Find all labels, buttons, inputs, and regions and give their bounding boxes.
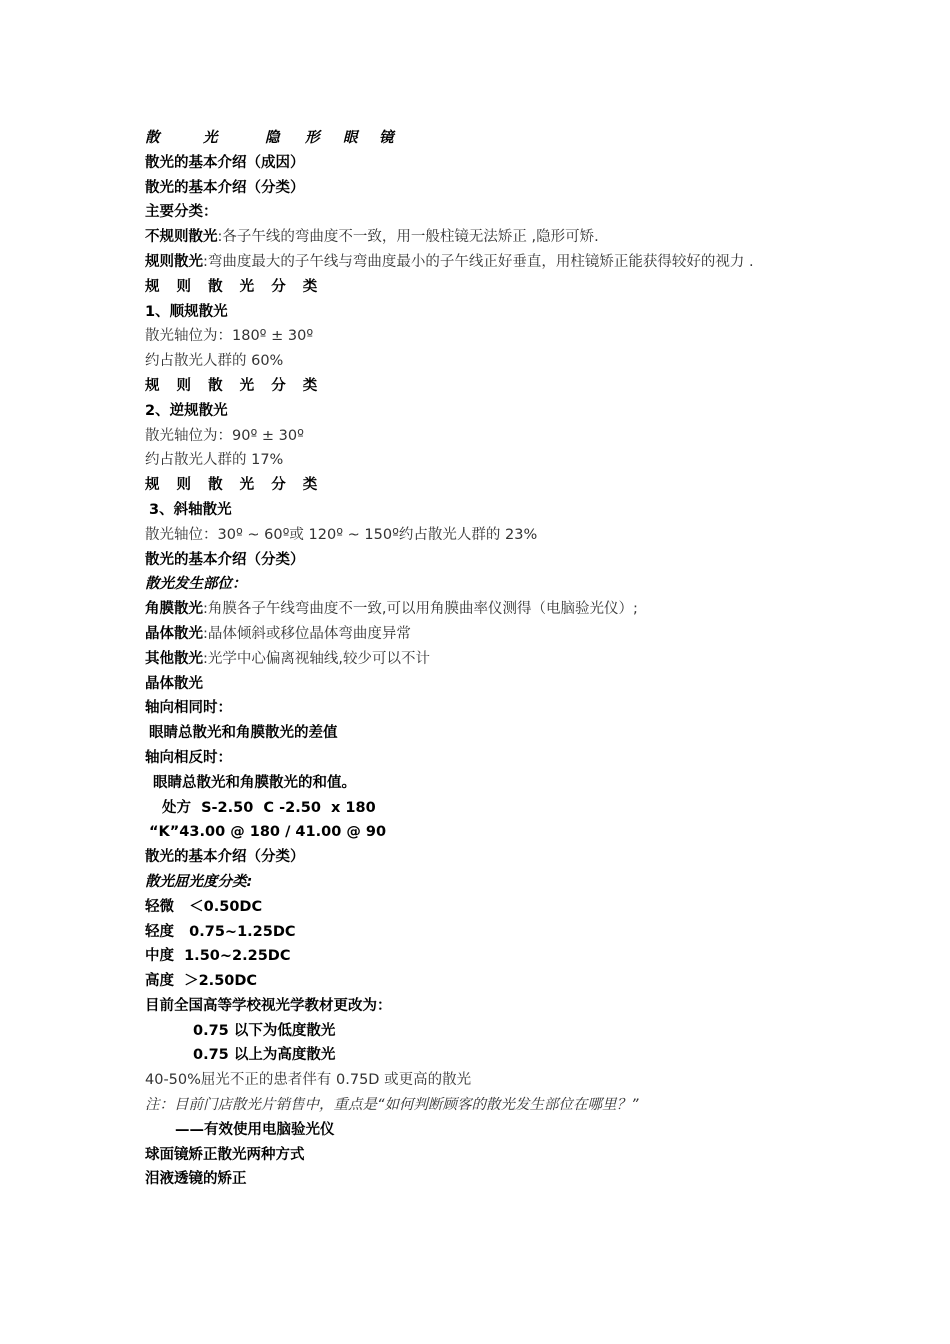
subheading: 晶体散光 xyxy=(145,675,203,692)
paragraph xyxy=(145,597,825,622)
text-line: 约占散光人群的 60% xyxy=(145,353,284,370)
text-line: 0.75 以上为高度散光 xyxy=(193,1047,336,1064)
subheading: 1、顺规散光 xyxy=(145,303,228,320)
title-char: 散 xyxy=(145,130,160,146)
grade-line: 轻度 0.75~1.25DC xyxy=(145,923,296,940)
title-char: 隐 xyxy=(265,130,280,146)
paragraph xyxy=(145,647,825,672)
term: 不规则散光 xyxy=(145,229,218,246)
text-line: 眼睛总散光和角膜散光的和值。 xyxy=(153,774,356,791)
title-char: 镜 xyxy=(379,130,394,146)
prescription-line: 处方 S-2.50 C -2.50 x 180 xyxy=(162,799,376,816)
section-heading: 泪液透镜的矫正 xyxy=(145,1171,247,1188)
grade-line: 中度 1.50~2.25DC xyxy=(145,948,291,965)
text-line: 眼睛总散光和角膜散光的差值 xyxy=(149,725,338,742)
subheading: 主要分类： xyxy=(145,204,218,221)
text-line: 轴向相反时： xyxy=(145,749,232,766)
term: 规则散光 xyxy=(145,253,203,270)
title-char: 眼 xyxy=(343,130,358,146)
text-line: 0.75 以下为低度散光 xyxy=(193,1022,336,1039)
definition: :角膜各子午线弯曲度不一致,可以用角膜曲率仪测得（电脑验光仪）; xyxy=(203,601,638,618)
subheading: 3、斜轴散光 xyxy=(149,501,232,518)
text-line: 散光轴位为：90º ± 30º xyxy=(145,427,304,444)
paragraph xyxy=(145,250,813,275)
title-char: 形 xyxy=(305,130,320,146)
grade-line: 轻微 ＜0.50DC xyxy=(145,898,263,915)
term: 角膜散光 xyxy=(145,601,203,618)
section-heading: 散光的基本介绍（分类） xyxy=(145,179,305,196)
section-heading: 散光的基本介绍（成因） xyxy=(145,154,305,171)
term: 晶体散光 xyxy=(145,625,203,642)
section-heading: 规 则 散 光 分 类 xyxy=(145,377,324,394)
section-heading: 散光的基本介绍（分类） xyxy=(145,551,305,568)
text-line: 轴向相同时： xyxy=(145,700,232,717)
text-line: 40-50%屈光不正的患者伴有 0.75D 或更高的散光 xyxy=(145,1072,472,1089)
section-heading: 散光的基本介绍（分类） xyxy=(145,849,305,866)
keratometry-line: “K”43.00 @ 180 / 41.00 @ 90 xyxy=(149,824,387,841)
definition: :弯曲度最大的子午线与弯曲度最小的子午线正好垂直，用柱镜矫正能获得较好的视力 . xyxy=(203,253,754,270)
text-line: 约占散光人群的 17% xyxy=(145,452,284,469)
subheading: 2、逆规散光 xyxy=(145,402,228,419)
paragraph xyxy=(145,622,825,647)
term: 其他散光 xyxy=(145,650,203,667)
document-title xyxy=(145,126,825,151)
grade-line: 高度 ＞2.50DC xyxy=(145,973,258,990)
document-body xyxy=(145,126,825,1192)
section-heading: 规 则 散 光 分 类 xyxy=(145,278,324,295)
section-heading: 规 则 散 光 分 类 xyxy=(145,477,324,494)
section-heading: 球面镜矫正散光两种方式 xyxy=(145,1146,305,1163)
subheading: 散光屈光度分类: xyxy=(145,873,253,890)
text-line: ——有效使用电脑验光仪 xyxy=(175,1121,335,1138)
definition: :晶体倾斜或移位晶体弯曲度异常 xyxy=(203,625,411,642)
text-line: 目前全国高等学校视光学教材更改为： xyxy=(145,997,392,1014)
text-line: 散光轴位为：180º ± 30º xyxy=(145,328,314,345)
title-char: 光 xyxy=(203,130,218,146)
definition: :各子午线的弯曲度不一致，用一般柱镜无法矫正 ,隐形可矫. xyxy=(217,229,599,246)
note-line: 注：目前门店散光片销售中，重点是“如何判断顾客的散光发生部位在哪里？” xyxy=(145,1097,639,1114)
text-line: 散光轴位：30º ~ 60º或 120º ~ 150º约占散光人群的 23% xyxy=(145,526,538,543)
subheading: 散光发生部位： xyxy=(145,576,247,593)
paragraph xyxy=(145,225,825,250)
definition: :光学中心偏离视轴线,较少可以不计 xyxy=(203,650,430,667)
